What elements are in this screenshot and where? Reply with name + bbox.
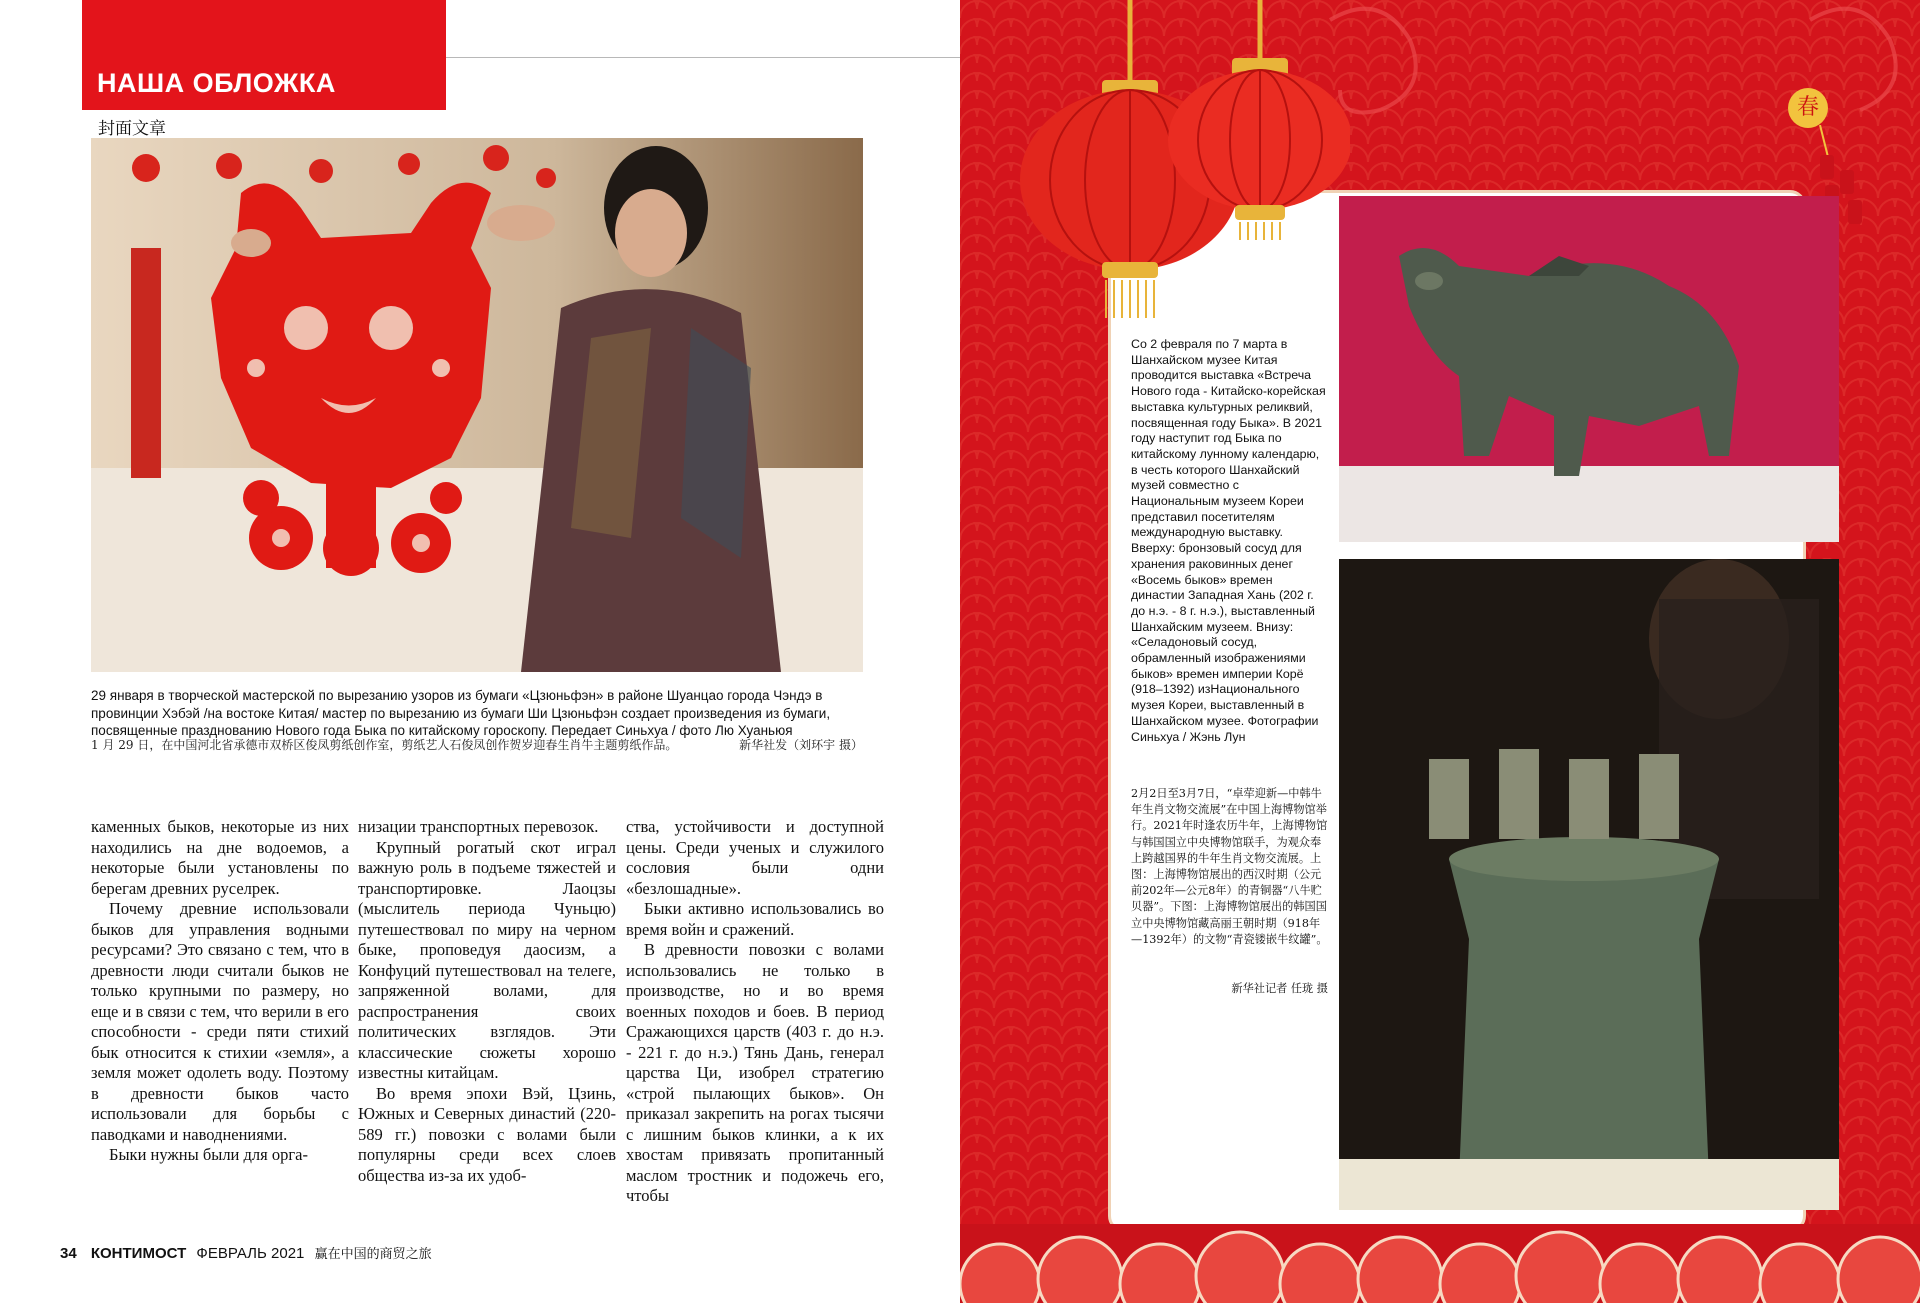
bronze-ox-vessel-photo — [1339, 196, 1839, 542]
page-number: 34 — [60, 1245, 77, 1262]
page-footer — [60, 1243, 432, 1262]
article-column-3 — [626, 817, 884, 1207]
paragraph: Во время эпохи Вэй, Цзинь, Южных и Северных династий (220-589 гг.) повозки с волами были популярны среди всех слоев общества из-за их удоб- — [358, 1083, 616, 1185]
exhibit-description-ru: Со 2 февраля по 7 марта в Шанхайском музее Китая проводится выставка «Встреча Нового года - Китайско-корейская выставка культурных реликвий, посвященная году Быка». В 2021 году наступит год Быка по китайскому лунному календарю, в честь которого Шанхайский музей совместно с Национальным музеем Кореи представил посетителям международную выставку. Вверху: бронзовый сосуд для хранения раковинных денег «Восемь быков» времен династии Западная Хань (202 г. до н.э. - 8 г. н.э.), выставленный Шанхайским музеем. Внизу: «Селадоновый сосуд, обрамленный изображениями быков» времен империи Корё (918–1392) изНационального музея Кореи, выставленный в Шанхайском музее. Фотографии Синьхуа / Жэнь Лун — [1131, 337, 1326, 744]
paragraph: В древности повозки с волами использовались не только в производстве, но и во время военных походов и боев. В период Сражающихся царств (403 г. до н.э. - 221 г. до н.э.) Тянь Дань, генерал царства Ци, изобрел стратегию «строй пылающих быков». Он приказал закрепить на рогах тысячи с лишним быков клинки, а к их хвостам привязать пропитанный маслом тростник и подожечь его, чтобы — [626, 940, 884, 1205]
papercut-artist-photo — [91, 138, 863, 672]
exhibit-description-cn: 2月2日至3月7日，“卓荦迎新—中韩牛年生肖文物交流展”在中国上海博物馆举行。2021年时逢农历牛年，上海博物馆与韩国国立中央博物馆联手，为观众奉上跨越国界的牛年生肖文物交流展。上图：上海博物馆展出的西汉时期（公元前202年—公元8年）的青铜器“八牛贮贝器”。下图：上海博物馆展出的韩国国立中央博物馆藏高丽王朝时期（918年—1392年）的文物“青瓷镂嵌牛纹罐”。 — [1131, 787, 1328, 946]
issue-date: ФЕВРАЛЬ 2021 — [196, 1245, 305, 1262]
section-title: НАША ОБЛОЖКА — [97, 68, 336, 98]
exhibit-credit-cn: 新华社记者 任珑 摄 — [1231, 982, 1328, 995]
paragraph: низации транспортных перевозок. — [358, 817, 599, 836]
paragraph: Быки активно использовались во время войн и сражений. — [626, 899, 884, 939]
spring-stamp-icon: 春 — [1788, 88, 1828, 128]
celadon-jar-illustration — [1339, 559, 1839, 1210]
bronze-vessel-illustration — [1339, 196, 1839, 542]
magazine-name: КОНТИМОСТ — [90, 1245, 187, 1262]
photo-credit-cn: 新华社发（刘环宇 摄） — [739, 738, 863, 752]
article-column-2 — [358, 817, 616, 1186]
paragraph: Быки нужны были для орга- — [109, 1145, 308, 1164]
cloud-waves-border — [960, 1224, 1920, 1303]
section-subtitle-cn: 封面文章 — [98, 119, 166, 138]
celadon-ox-jar-photo — [1339, 559, 1839, 1210]
header-rule — [446, 57, 960, 58]
paragraph: ства, устойчивости и доступной цены. Среди ученых и служилого сословия были одни «безлошадные». — [626, 817, 884, 898]
red-lantern-icon — [990, 0, 1350, 330]
photo-caption-ru: 29 января в творческой мастерской по вырезанию узоров из бумаги «Цзюньфэн» в районе Шуанцао города Чэндэ в провинции Хэбэй /на востоке Китая/ мастер по вырезанию из бумаги Ши Цзюньфэн создает произведения из бумаги, посвященные празднованию Нового года Быка по китайскому гороскопу. Передает Синьхуа / фото Лю Хуаньюя — [91, 688, 831, 738]
photo-caption-cn — [91, 736, 863, 753]
photo-caption-cn-text: 1 月 29 日，在中国河北省承德市双桥区俊凤剪纸创作室，剪纸艺人石俊凤创作贺岁迎春生肖牛主题剪纸作品。 — [91, 738, 678, 752]
paragraph: каменных быков, некоторые из них находились на дне водоемов, а некоторые были установлены по берегам древних руселрек. — [91, 817, 349, 898]
paragraph: Почему древние использовали быков для управления водными ресурсами? Это связано с тем, что в древности люди считали быков не только крупными по размеру, но еще и в связи с тем, что верили в его способности - среди пяти стихий бык относится к стихии «земля», а земля может одолеть воду. Поэтому в древности быков часто использовали для борьбы с паводками и наводнениями. — [91, 899, 349, 1144]
paragraph: Крупный рогатый скот играл важную роль в подъеме тяжестей и транспортировке. Лаоцзы (мыслитель периода Чуньцю) путешествовал по миру на черном быке, проповедуя даосизм, а Конфуций путешествовал на телеге, запряженной волами, для распространения своих политических взглядов. Эти классические сюжеты хорошо известны китайцам. — [358, 837, 616, 1082]
papercut-photo-illustration — [91, 138, 863, 672]
article-column-1 — [91, 817, 349, 1166]
magazine-slogan-cn: 赢在中国的商贸之旅 — [314, 1247, 432, 1262]
